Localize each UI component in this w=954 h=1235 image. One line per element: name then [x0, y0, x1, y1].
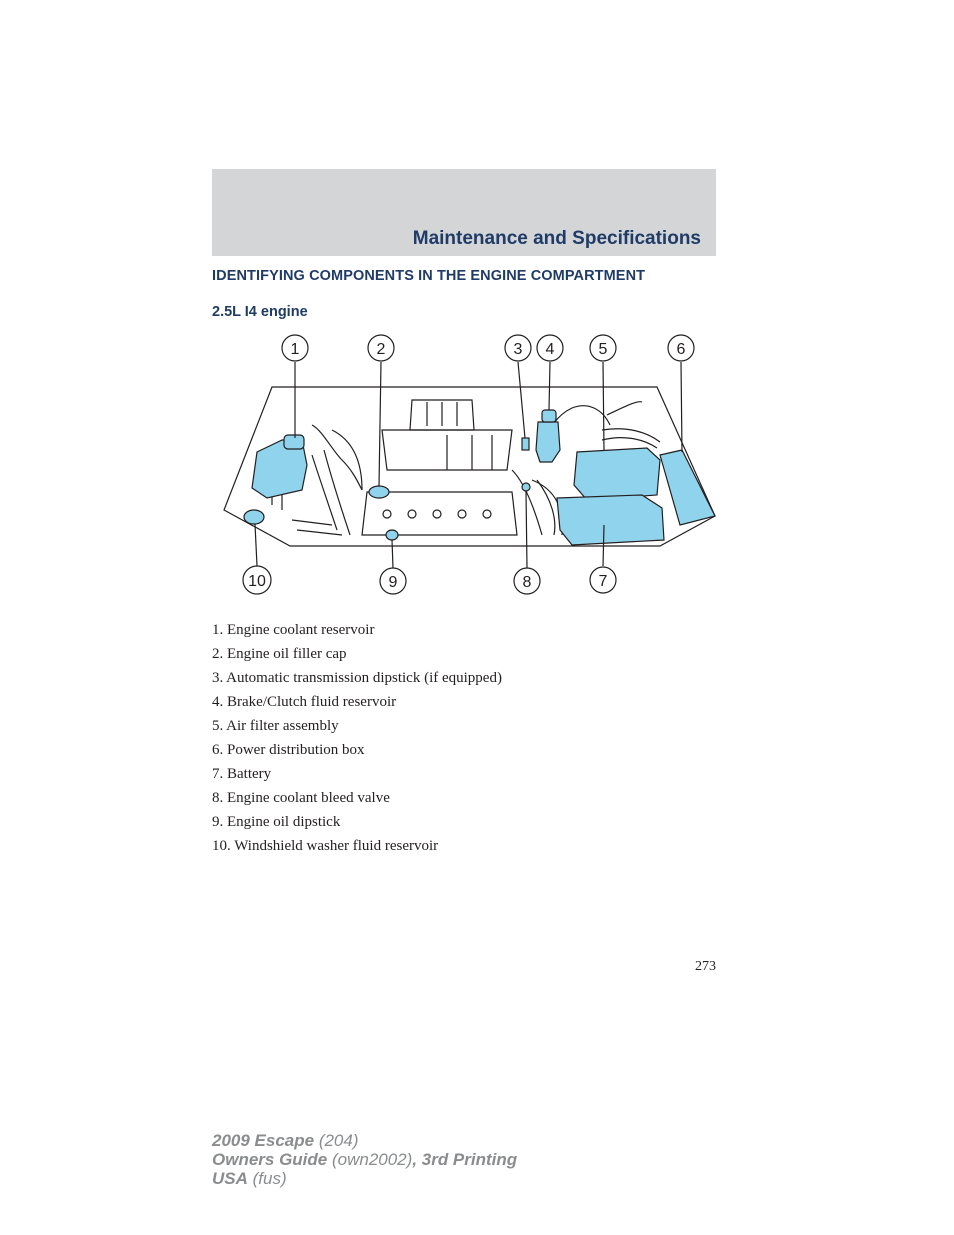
footer-guide-code: (own2002) [327, 1150, 413, 1169]
oil-dipstick [386, 530, 398, 540]
air-filter-assembly [574, 448, 660, 500]
callout-label-9: 9 [388, 574, 398, 591]
engine-block [362, 492, 517, 535]
callout-label-1: 1 [290, 341, 300, 358]
coolant-bleed-valve [522, 483, 530, 491]
list-item: 8. Engine coolant bleed valve [212, 790, 390, 806]
list-item: 10. Windshield washer fluid reservoir [212, 838, 439, 854]
page-title: Maintenance and Specifications [412, 228, 701, 249]
list-item: 3. Automatic transmission dipstick (if equipped) [212, 670, 502, 686]
section-heading: IDENTIFYING COMPONENTS IN THE ENGINE COMPARTMENT [212, 268, 646, 284]
footer-model: 2009 Escape [212, 1131, 315, 1150]
battery [557, 495, 664, 545]
callout-label-3: 3 [513, 341, 523, 358]
footer-guide: Owners Guide [212, 1150, 328, 1169]
header-band [212, 169, 716, 256]
callout-label-5: 5 [598, 341, 608, 358]
callout-label-10: 10 [248, 573, 266, 590]
list-item: 2. Engine oil filler cap [212, 646, 347, 662]
callout-label-4: 4 [545, 341, 555, 358]
footer-printing: , 3rd Printing [412, 1150, 518, 1169]
footer [212, 1131, 517, 1188]
footer-market-code: (fus) [247, 1169, 287, 1188]
list-item: 4. Brake/Clutch fluid reservoir [212, 694, 397, 710]
list-item: 1. Engine coolant reservoir [212, 622, 375, 638]
component-list [212, 620, 502, 860]
page-number: 273 [695, 959, 716, 974]
callout-label-6: 6 [676, 341, 686, 358]
engine-compartment-diagram [212, 330, 722, 600]
footer-market: USA [212, 1169, 248, 1188]
engine-subheading: 2.5L I4 engine [212, 304, 308, 320]
power-distribution-box [660, 450, 715, 525]
brake-fluid-reservoir [536, 422, 560, 462]
washer-reservoir-cap [244, 510, 264, 524]
callout-label-8: 8 [522, 574, 532, 591]
callout-label-2: 2 [376, 341, 386, 358]
list-item: 6. Power distribution box [212, 742, 365, 758]
callout-label-7: 7 [598, 573, 608, 590]
oil-filler-cap [369, 486, 389, 498]
list-item: 9. Engine oil dipstick [212, 814, 341, 830]
list-item: 7. Battery [212, 766, 272, 782]
footer-model-code: (204) [314, 1131, 359, 1150]
transmission-dipstick [522, 438, 529, 450]
list-item: 5. Air filter assembly [212, 718, 339, 734]
